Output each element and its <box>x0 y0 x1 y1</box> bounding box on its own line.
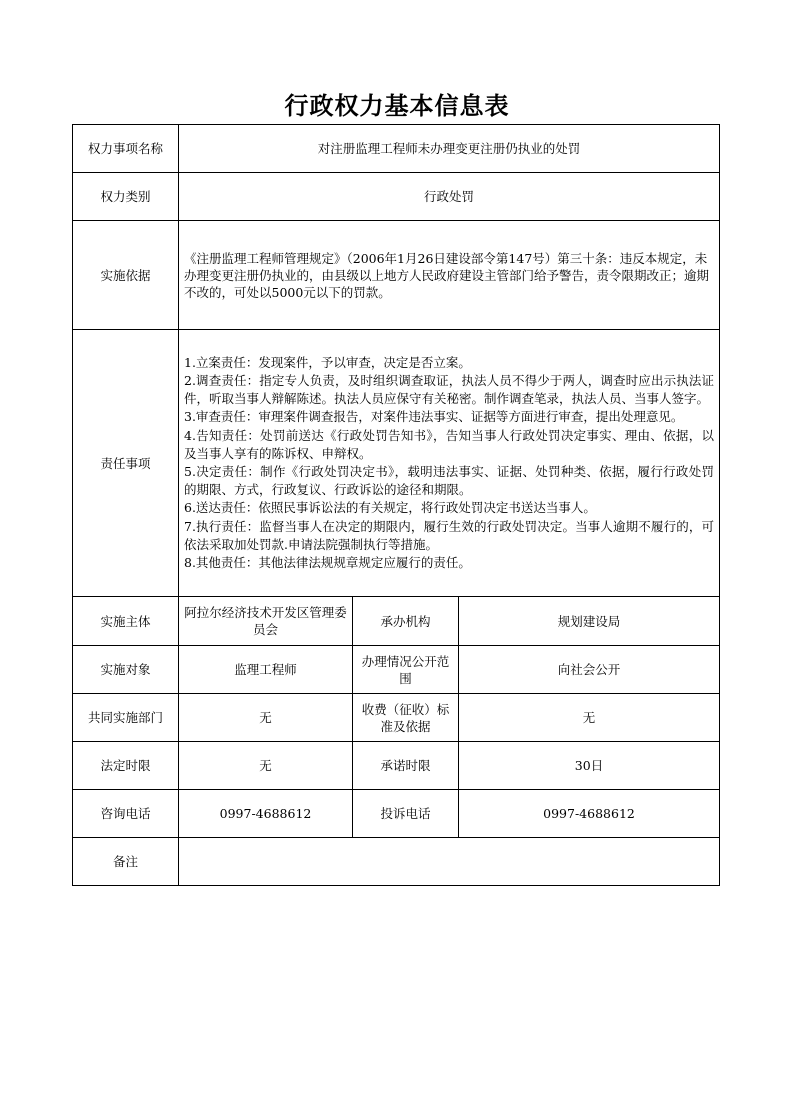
consult-phone-label: 咨询电话 <box>73 790 179 838</box>
responsibility-item: 6.送达责任：依照民事诉讼法的有关规定，将行政处罚决定书送达当事人。 <box>184 500 596 516</box>
table-row <box>73 646 720 694</box>
info-table <box>72 124 720 886</box>
table-row <box>73 330 720 597</box>
remark-value <box>179 838 720 886</box>
target-label: 实施对象 <box>73 646 179 694</box>
responsibility-item: 8.其他责任：其他法律法规规章规定应履行的责任。 <box>184 555 471 571</box>
table-row <box>73 597 720 646</box>
responsibility-list <box>179 330 720 597</box>
table-row <box>73 173 720 221</box>
table-row <box>73 742 720 790</box>
page-title: 行政权力基本信息表 <box>284 91 510 120</box>
table-row <box>73 838 720 886</box>
disclosure-scope-value: 向社会公开 <box>459 646 720 694</box>
promised-time-limit-value: 30日 <box>459 742 720 790</box>
responsibility-label: 责任事项 <box>73 330 179 597</box>
table-row <box>73 694 720 742</box>
legal-time-limit-label: 法定时限 <box>73 742 179 790</box>
power-type-label: 权力类别 <box>73 173 179 221</box>
responsibility-item: 2.调查责任：指定专人负责，及时组织调查取证，执法人员不得少于两人，调查时应出示执法证件，听取当事人辩解陈述。执法人员应保守有关秘密。制作调查笔录，执法人员、当事人签字。 <box>184 372 714 407</box>
responsibility-item: 5.决定责任：制作《行政处罚决定书》，载明违法事实、证据、处罚种类、依据，履行行政处罚的期限、方式，行政复议、行政诉讼的途径和期限。 <box>184 464 714 498</box>
responsibility-item: 7.执行责任：监督当事人在决定的期限内，履行生效的行政处罚决定。当事人逾期不履行的，可依法采取加处罚款.申请法院强制执行等措施。 <box>184 518 714 552</box>
promised-time-limit-label: 承诺时限 <box>353 742 459 790</box>
basis-label: 实施依据 <box>73 221 179 330</box>
table-row <box>73 221 720 330</box>
basis-value: 《注册监理工程师管理规定》（2006年1月26日建设部令第147号）第三十条：违反本规定，未办理变更注册仍执业的，由县级以上地方人民政府建设主管部门给予警告，责令限期改正；逾期不改的，可处以5000元以下的罚款。 <box>179 221 720 330</box>
subject-label: 实施主体 <box>73 597 179 646</box>
power-type-value: 行政处罚 <box>179 173 720 221</box>
power-name-label: 权力事项名称 <box>73 125 179 173</box>
table-row <box>73 790 720 838</box>
handling-org-value: 规划建设局 <box>459 597 720 646</box>
subject-value: 阿拉尔经济技术开发区管理委员会 <box>179 597 353 646</box>
power-name-value: 对注册监理工程师未办理变更注册仍执业的处罚 <box>179 125 720 173</box>
joint-dept-value: 无 <box>179 694 353 742</box>
table-row <box>73 125 720 173</box>
responsibility-item: 4.告知责任：处罚前送达《行政处罚告知书》，告知当事人行政处罚决定事实、理由、依据，以及当事人享有的陈诉权、申辩权。 <box>184 427 714 461</box>
target-value: 监理工程师 <box>179 646 353 694</box>
fee-basis-value: 无 <box>459 694 720 742</box>
legal-time-limit-value: 无 <box>179 742 353 790</box>
handling-org-label: 承办机构 <box>353 597 459 646</box>
complaint-phone-value: 0997-4688612 <box>459 790 720 838</box>
consult-phone-value: 0997-4688612 <box>179 790 353 838</box>
remark-label: 备注 <box>73 838 179 886</box>
complaint-phone-label: 投诉电话 <box>353 790 459 838</box>
responsibility-item: 3.审查责任：审理案件调查报告，对案件违法事实、证据等方面进行审查，提出处理意见。 <box>184 409 684 425</box>
joint-dept-label: 共同实施部门 <box>73 694 179 742</box>
fee-basis-label: 收费（征收）标准及依据 <box>353 694 459 742</box>
responsibility-item: 1.立案责任：发现案件，予以审查，决定是否立案。 <box>184 354 471 370</box>
disclosure-scope-label: 办理情况公开范围 <box>353 646 459 694</box>
